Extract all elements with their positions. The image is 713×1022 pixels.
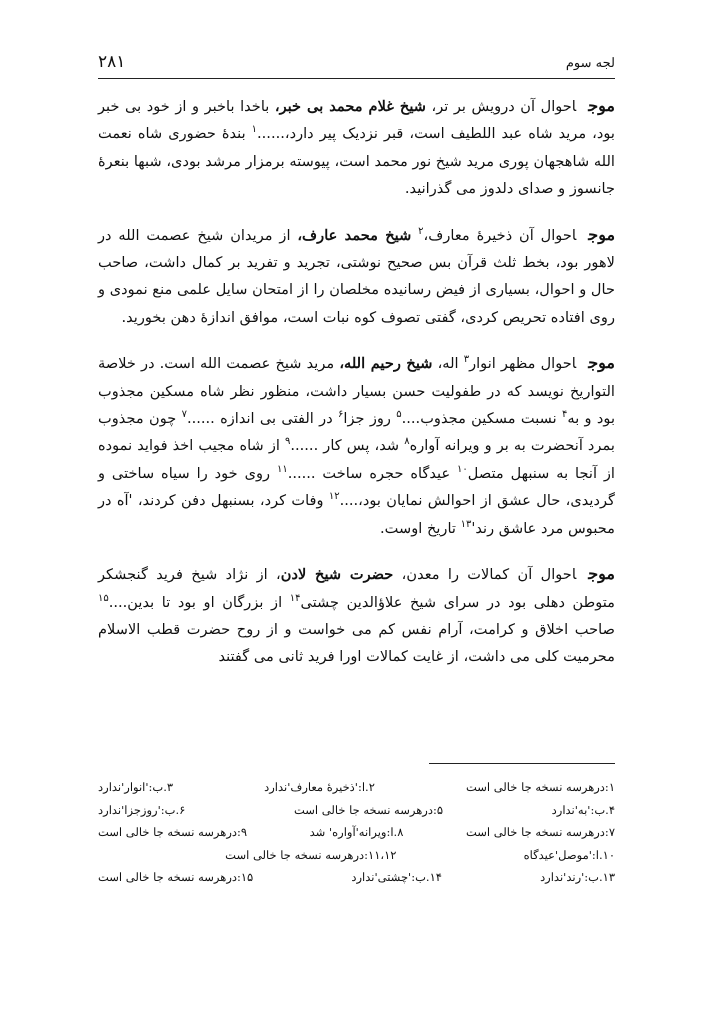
text-run: اله، [432, 355, 464, 373]
footnote: ۲.ا:'ذخیرهٔ معارف'ندارد [264, 780, 375, 794]
paragraph [98, 349, 615, 542]
text-run: ، از نژاد شیخ فرید گنجشکر متوطن دهلی بود در سرای شیخ علاؤالدین چشتی [98, 566, 615, 611]
paragraph [98, 560, 615, 671]
footnote-marker: ۱۲ [328, 491, 340, 503]
footnote-marker: ۸ [404, 436, 410, 448]
text-run: شد، پس کار ...... [290, 437, 405, 455]
footnote: ۱۳.ب:'رند'ندارد [540, 870, 615, 884]
text-run: احوال آن کمالات را معدن، [393, 566, 577, 584]
footnote-row [98, 821, 615, 844]
footnote-marker: ۴ [562, 409, 568, 421]
text-run: تاریخ اوست. [380, 519, 461, 537]
footnote: ۱۰.ا:'موصل'عیدگاه [523, 847, 615, 862]
paragraph [98, 221, 615, 332]
footnote-marker: ۷ [181, 409, 187, 421]
paragraph [98, 92, 615, 203]
footnote-row [98, 776, 615, 799]
text-run: صاحب اخلاق و کرامت، آرام نفس کم می خواست و از روح حضرت قطب الاسلام محرمیت کلی می داشت، از غایت کمالات اورا فرید ثانی می گفتند [98, 620, 615, 666]
footnote: ۸.ا:ویرانه'آواره' شد [309, 825, 404, 839]
text-run: نسبت مسکین مجذوب.... [401, 410, 562, 428]
footnote-marker: ۲ [418, 225, 424, 237]
text-run: از مریدان شیخ عصمت الله در لاهور بود، بخط ثلث قرآن بس صحیح نوشتی، تجرید و تفرید بر کمال داشت، صاحب حال و احوال، بسیاری از فیض رسانیده مخلصان را از امتحان سایل علمی منع نمودی و روی افتاده تحریص کردی، گفتی تصوف کوه نبات است، موافق اندازهٔ دهن بخورید. [98, 226, 615, 326]
paragraph-lead: موج [588, 96, 615, 115]
footnote-marker: ۱۱ [276, 464, 288, 476]
text-run: احوال مظهر انوار [469, 355, 577, 373]
footnote: ۳.ب:'انوار'ندارد [98, 780, 174, 794]
person-name: شیخ غلام محمد بی خبر، [274, 98, 426, 115]
footnote-marker: ۶ [338, 409, 344, 421]
footnote: ۱۴.ب:'چشتی'ندارد [351, 870, 442, 884]
text-run: در الفتی بی اندازه ...... [186, 410, 339, 428]
footnote-marker: ۵ [396, 409, 402, 421]
text-run: احوال آن درویش بر تر، [425, 98, 577, 115]
paragraph-lead: موج [588, 564, 615, 584]
footnote: ۶.ب:'روزجزا'ندارد [98, 802, 186, 817]
footnote-marker: ۱۵ [98, 592, 109, 604]
person-name: حضرت شیخ لادن [280, 566, 394, 584]
text-run: روی خود را سیاه ساختی و گردیدی، حال عشق از احوالش نمایان بود،.... [98, 464, 615, 510]
text-run: روز جزا [343, 410, 397, 428]
footnote: ۷:درهرسه نسخه جا خالی است [465, 825, 615, 839]
footnote-marker: ۱۳ [460, 518, 472, 530]
footnote-row [98, 799, 615, 822]
footnote: ۵:درهرسه نسخه جا خالی است [293, 802, 444, 817]
footnote-marker: ۱۰ [457, 464, 468, 476]
footnote-marker: ۱۴ [289, 592, 301, 604]
paragraph-lead: موج [588, 353, 615, 373]
footnote-row [98, 844, 615, 867]
text-run: از شاه مجیب اخذ فواید نموده از آنجا به سنبهل متصل [98, 437, 615, 482]
footnote: ۱:درهرسه نسخه جا خالی است [465, 780, 615, 794]
text-run: بندهٔ حضوری شاه نعمت الله شاهجهان پوری مرید شیخ نور محمد است، پیوسته برمزار مرشد بودی، شبها بنعرهٔ جانسوز و صدای دلدوز می گذرانید. [98, 125, 615, 198]
footnote-row [98, 866, 615, 889]
text-run: باخدا باخبر و از خود بی خبر بود، مرید شاه عبد اللطیف است، قبر نزدیک پیر دارد،...... [98, 98, 615, 143]
text-run: مرید شیخ عصمت الله است. در خلاصة التواریخ نویسد که در طفولیت حسن بسیار داشت، منظور نظر شاه مسکین مجذوب بود و به [98, 355, 616, 428]
footnote-marker: ۳ [463, 354, 470, 366]
text-run: عیدگاه حجره ساخت ...... [287, 464, 458, 482]
main-text [98, 92, 615, 689]
text-run: احوال آن ذخیرهٔ معارف، [423, 226, 577, 244]
footnotes [98, 776, 615, 889]
footnote-marker: ۱ [251, 124, 258, 136]
running-head: لجه سوم [565, 56, 615, 71]
footnote: ۱۱،۱۲:درهرسه نسخه جا خالی است [225, 847, 397, 862]
footnote: ۹:درهرسه نسخه جا خالی است [98, 825, 248, 839]
footnote-divider [429, 763, 615, 764]
paragraph-lead: موج [588, 224, 616, 244]
text-run: وفات کرد، بسنبهل دفن کردند، 'آه در محبوس مرد عاشق رند' [98, 492, 615, 537]
text-run: چون مجذوب بمرد آنحضرت به بر و ویرانه آواره [98, 410, 615, 455]
text-run: از بزرگان او بود تا بدین.... [108, 593, 290, 611]
footnote: ۴.ب:'به'ندارد [551, 802, 615, 817]
page-header [98, 52, 615, 79]
page-number: ۲۸۱ [98, 52, 126, 72]
person-name: شیخ رحیم الله، [339, 355, 433, 373]
footnote: ۱۵:درهرسه نسخه جا خالی است [98, 870, 254, 884]
person-name: شیخ محمد عارف، [297, 226, 412, 244]
footnote-marker: ۹ [285, 436, 291, 448]
